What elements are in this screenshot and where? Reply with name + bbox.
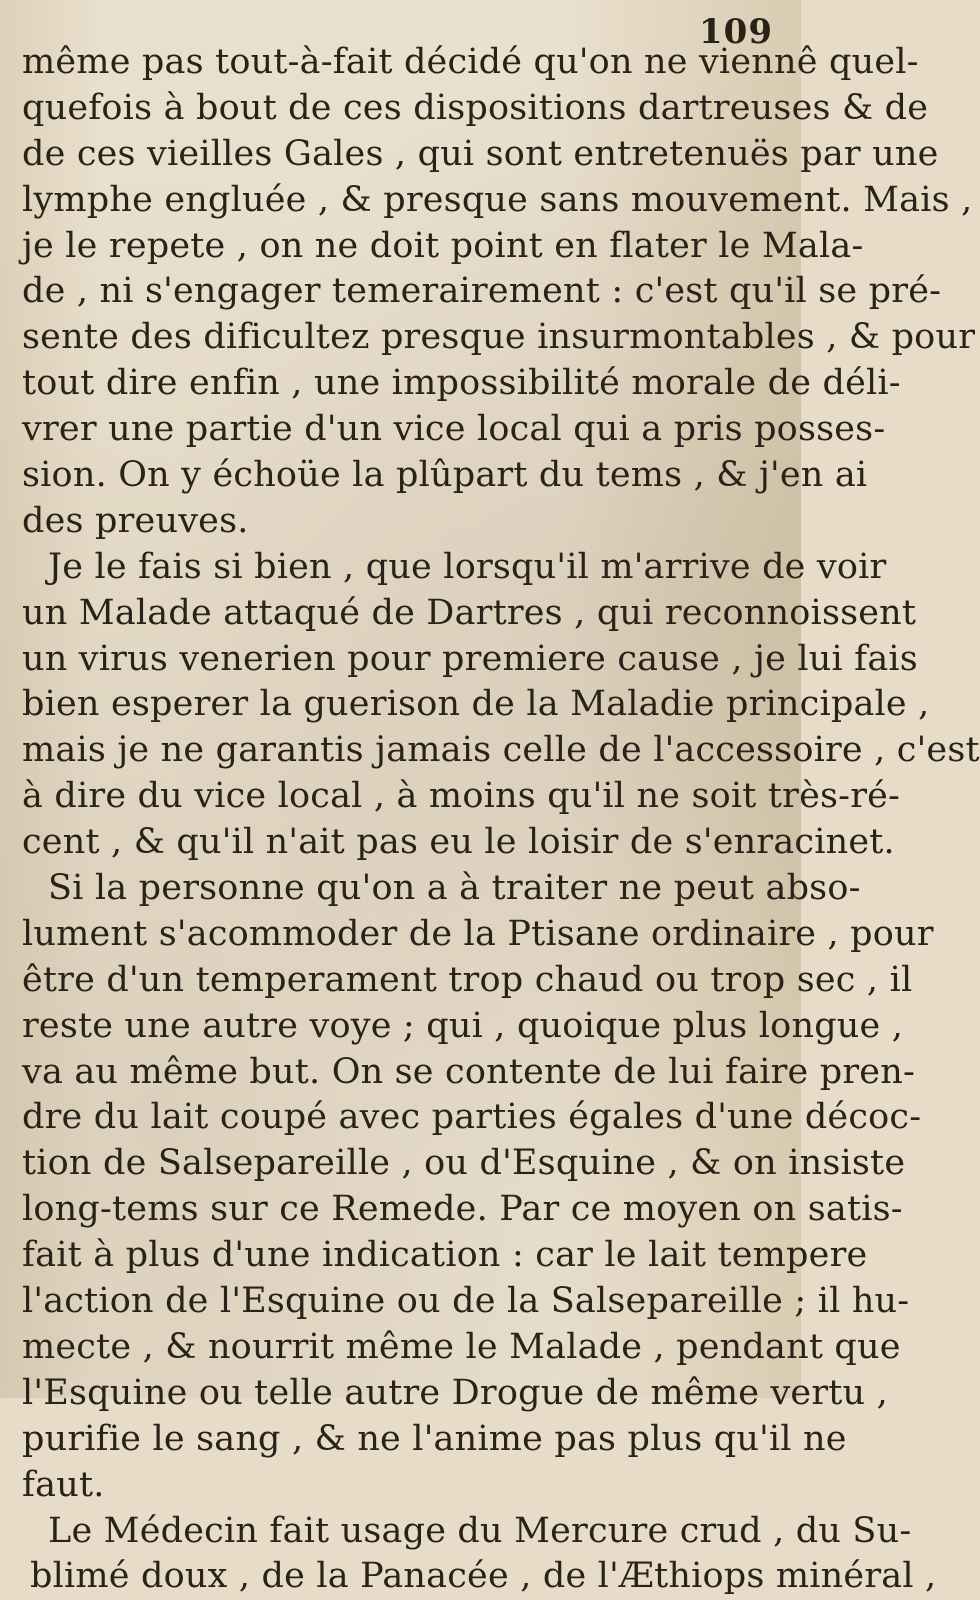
text-line: à dire du vice local , à moins qu'il ne soit très-ré- — [22, 776, 901, 817]
text-line: un Malade attaqué de Dartres , qui reconnoissent — [22, 592, 917, 633]
text-line: de ces vieilles Gales , qui sont entretenuës par une — [22, 133, 939, 174]
text-line: un virus venerien pour premiere cause , je lui fais — [22, 638, 918, 679]
text-line: va au même but. On se contente de lui faire pren- — [22, 1051, 915, 1092]
text-line: bien esperer la guerison de la Maladie principale , — [22, 684, 930, 725]
text-line: blimé doux , de la Panacée , de l'Æthiops minéral , — [30, 1556, 937, 1597]
text-line: l'action de l'Esquine ou de la Salsepareille ; il hu- — [22, 1281, 910, 1322]
text-line: des preuves. — [22, 500, 249, 541]
text-line: sion. On y échoüe la plûpart du tems , & j'en ai — [22, 455, 868, 496]
text-line: tout dire enfin , une impossibilité morale de déli- — [22, 363, 901, 404]
text-line: de , ni s'engager temerairement : c'est qu'il se pré- — [22, 271, 942, 312]
page-number: 109 — [699, 12, 773, 52]
text-line: long-tems sur ce Remede. Par ce moyen on satis- — [22, 1189, 903, 1230]
text-line: quefois à bout de ces dispositions dartreuses & de — [22, 87, 929, 128]
body-text — [22, 40, 980, 1600]
text-line: l'Esquine ou telle autre Drogue de même vertu , — [22, 1372, 888, 1413]
text-line: fait à plus d'une indication : car le lait tempere — [22, 1235, 868, 1276]
text-line: purifie le sang , & ne l'anime pas plus qu'il ne — [22, 1418, 847, 1459]
text-line: lymphe engluée , & presque sans mouvement. Mais , — [22, 179, 973, 220]
paragraph-start-line: Le Médecin fait usage du Mercure crud , du Su- — [48, 1510, 912, 1551]
text-line: dre du lait coupé avec parties égales d'une décoc- — [22, 1097, 922, 1138]
text-line: tion de Salsepareille , ou d'Esquine , & on insiste — [22, 1143, 906, 1184]
text-line: reste une autre voye ; qui , quoique plus longue , — [22, 1005, 904, 1046]
text-line: même pas tout-à-fait décidé qu'on ne viennê quel- — [22, 42, 919, 82]
paragraph-start-line: Je le fais si bien , que lorsqu'il m'arrive de voir — [48, 546, 887, 587]
text-line: mais je ne garantis jamais celle de l'accessoire , c'est — [22, 730, 980, 771]
text-line: mecte , & nourrit même le Malade , pendant que — [22, 1326, 901, 1367]
text-line: je le repete , on ne doit point en flater le Mala- — [22, 225, 864, 266]
text-line: lument s'acommoder de la Ptisane ordinaire , pour — [22, 913, 934, 954]
text-line: sente des dificultez presque insurmontables , & pour — [22, 317, 976, 358]
text-line: cent , & qu'il n'ait pas eu le loisir de s'enracinet. — [22, 822, 895, 863]
text-line: être d'un temperament trop chaud ou trop sec , il — [22, 959, 913, 1000]
text-line: faut. — [22, 1464, 105, 1505]
paragraph-start-line: Si la personne qu'on a à traiter ne peut abso- — [48, 868, 861, 909]
text-line: vrer une partie d'un vice local qui a pris posses- — [22, 409, 886, 450]
